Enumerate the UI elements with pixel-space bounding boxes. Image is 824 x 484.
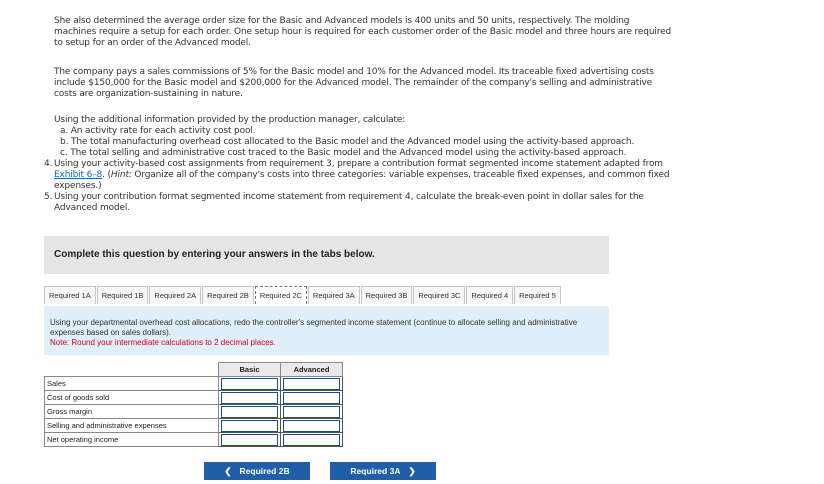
gross-margin-advanced-input[interactable] bbox=[281, 405, 343, 419]
complete-question-banner: Complete this question by entering your answers in the tabs below. bbox=[44, 236, 609, 274]
prev-required-button[interactable]: ❮ Required 2B bbox=[204, 462, 310, 480]
tab-required-2a[interactable]: Required 2A bbox=[149, 286, 201, 304]
segmented-income-statement bbox=[44, 362, 343, 447]
noi-advanced-input[interactable] bbox=[281, 433, 343, 447]
gross-margin-basic-input[interactable] bbox=[219, 405, 281, 419]
header-row bbox=[45, 363, 343, 377]
table-row bbox=[45, 405, 343, 419]
requirement-tabs bbox=[44, 286, 562, 306]
cogs-basic-input[interactable] bbox=[219, 391, 281, 405]
tab-required-3a[interactable]: Required 3A bbox=[308, 286, 360, 304]
tab-required-1b[interactable]: Required 1B bbox=[97, 286, 149, 304]
requirement-4: 4. Using your activity-based cost assignments from requirement 3, prepare a contribution format segmented income statement adapted from Exhibit 6–8. (Hint: Organize all of the company's costs into three categories: variable expenses, traceable fixed expenses, and common fixed expenses.) bbox=[44, 159, 670, 191]
sga-advanced-input[interactable] bbox=[281, 419, 343, 433]
table-row bbox=[45, 391, 343, 405]
instructions-panel bbox=[44, 306, 609, 355]
row-label-cogs: Cost of goods sold bbox=[45, 391, 219, 405]
requirement-3: Using the additional information provided by the production manager, calculate: a. An activity rate for each activity cost pool. b. The total manufacturing overhead cost allocated to the Basic model and the Advanced model using the activity-based approach. c. The total selling and administrative cost traced to the Basic model and the Advanced model using the activity-based approach. bbox=[54, 115, 635, 158]
tab-required-3b[interactable]: Required 3B bbox=[361, 286, 413, 304]
cogs-advanced-input[interactable] bbox=[281, 391, 343, 405]
row-label-sga: Selling and administrative expenses bbox=[45, 419, 219, 433]
row-label-sales: Sales bbox=[45, 377, 219, 391]
tab-required-4[interactable]: Required 4 bbox=[466, 286, 513, 304]
exhibit-link[interactable]: Exhibit 6–8 bbox=[54, 170, 103, 180]
tab-required-3c[interactable]: Required 3C bbox=[413, 286, 465, 304]
table-row bbox=[45, 433, 343, 447]
tab-required-1a[interactable]: Required 1A bbox=[44, 286, 96, 304]
sales-basic-input[interactable] bbox=[219, 377, 281, 391]
chevron-left-icon: ❮ bbox=[224, 465, 232, 476]
table-row bbox=[45, 419, 343, 433]
table-row bbox=[45, 377, 343, 391]
requirement-5: 5. Using your contribution format segmented income statement from requirement 4, calculate the break-even point in dollar sales for the Advanced model. bbox=[44, 192, 644, 213]
rounding-note: Note: Round your intermediate calculations to 2 decimal places. bbox=[50, 338, 276, 347]
requirements-4-5 bbox=[44, 159, 674, 214]
row-label-noi: Net operating income bbox=[45, 433, 219, 447]
sga-basic-input[interactable] bbox=[219, 419, 281, 433]
column-header-basic: Basic bbox=[219, 363, 281, 377]
problem-paragraph-1: She also determined the average order size for the Basic and Advanced models is 400 units and 50 units, respectively. The molding machines require a setup for each order. One setup hour is required for each customer order of the Basic model and three hours are required to setup for an order of the Advanced model. bbox=[54, 16, 672, 48]
next-required-button[interactable]: Required 3A ❯ bbox=[330, 462, 436, 480]
sales-advanced-input[interactable] bbox=[281, 377, 343, 391]
problem-paragraph-2: The company pays a sales commissions of 5% for the Basic model and 10% for the Advanced model. Its traceable fixed advertising costs include $150,000 for the Basic model and $200,000 for the Advanced model. The remainder of the company's selling and administrative costs are organization-sustaining in nature. bbox=[54, 67, 654, 99]
chevron-right-icon: ❯ bbox=[408, 465, 416, 476]
tab-required-2c[interactable]: Required 2C bbox=[255, 286, 307, 304]
tab-required-5[interactable]: Required 5 bbox=[514, 286, 561, 304]
tab-required-2b[interactable]: Required 2B bbox=[202, 286, 254, 304]
column-header-advanced: Advanced bbox=[281, 363, 343, 377]
noi-basic-input[interactable] bbox=[219, 433, 281, 447]
row-label-gross-margin: Gross margin bbox=[45, 405, 219, 419]
instructions-text: Using your departmental overhead cost allocations, redo the controller's segmented income statement (continue to allocate selling and administrative expenses based on sales dollars). bbox=[50, 318, 578, 337]
